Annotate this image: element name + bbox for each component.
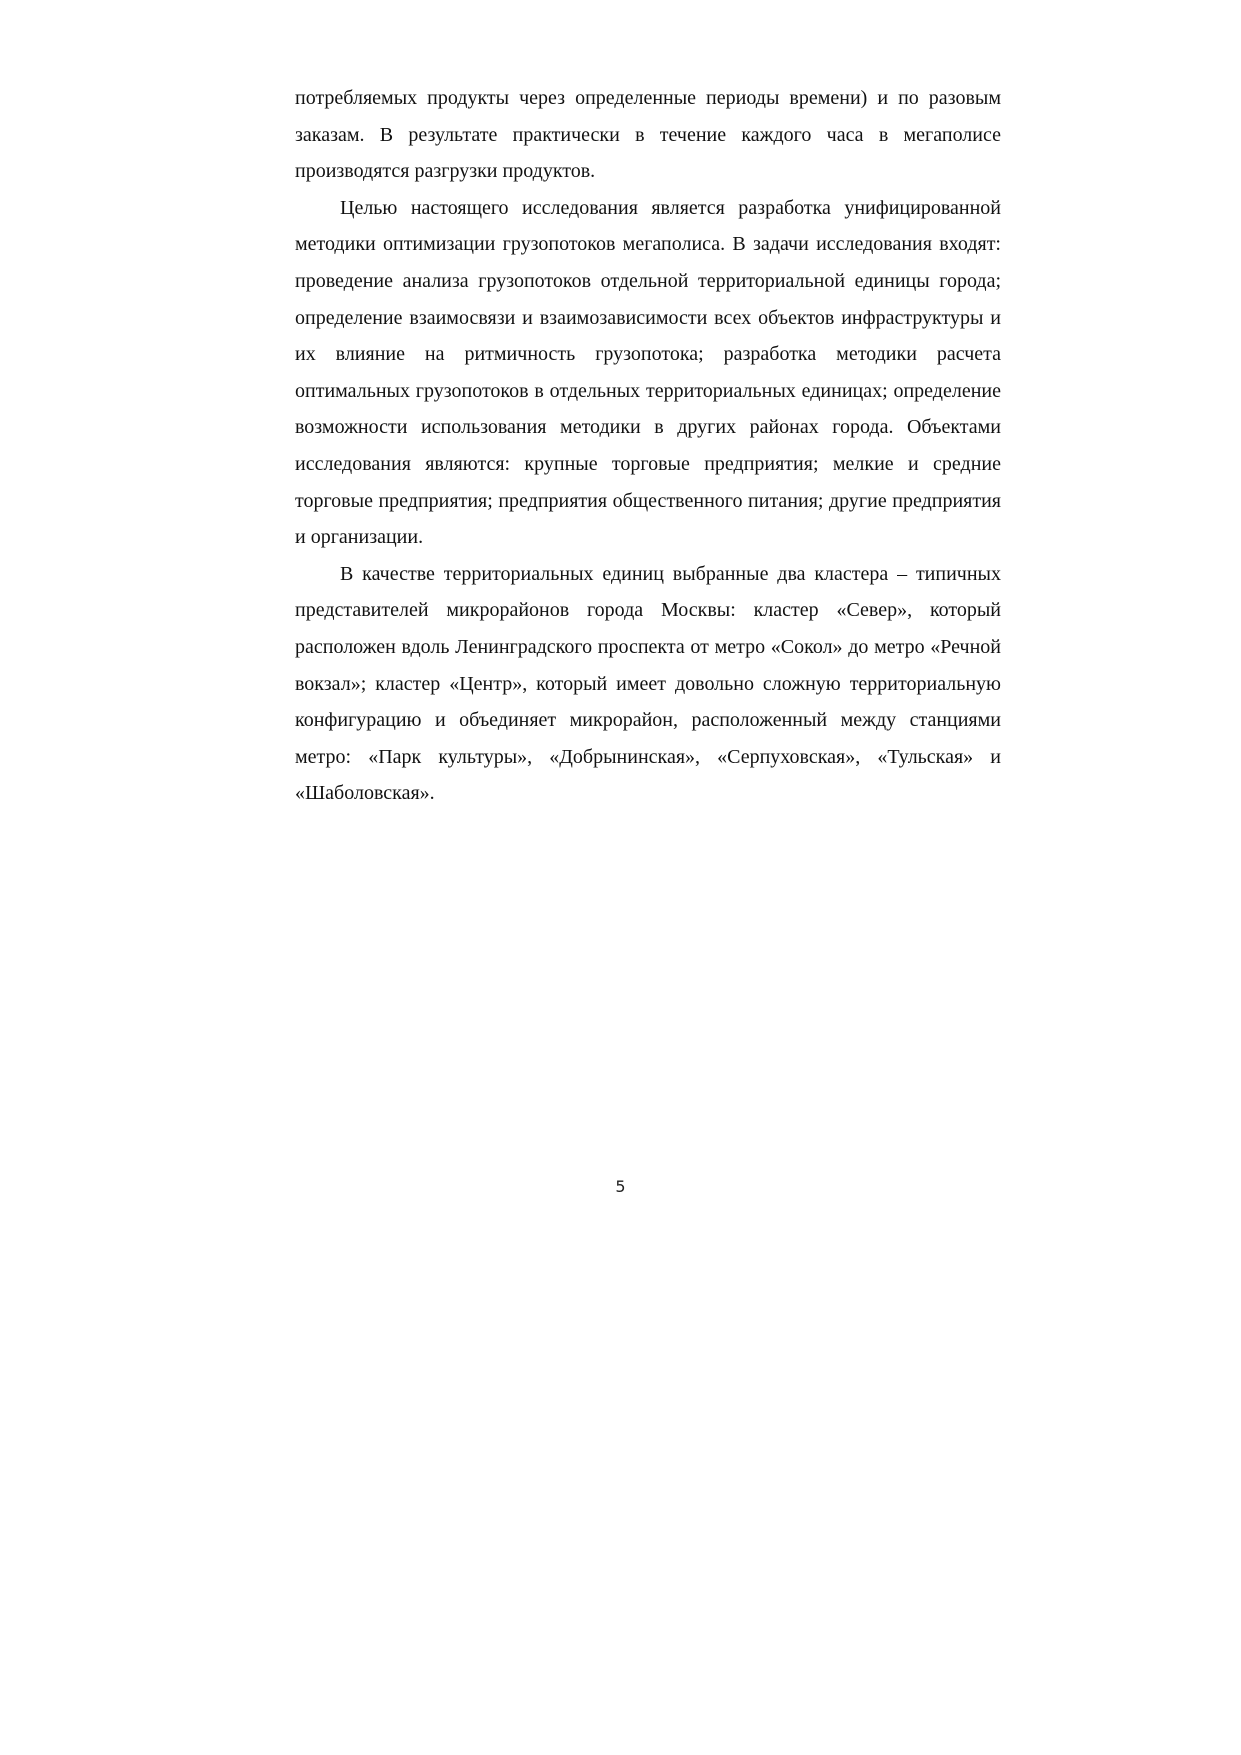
page-number: 5 <box>615 1177 626 1196</box>
paragraph-1: потребляемых продукты через определенные периоды времени) и по разовым заказам. В результате практически в течение каждого часа в мегаполисе производятся разгрузки продуктов. <box>295 87 1001 183</box>
paragraph-2: Целью настоящего исследования является разработка унифицированной методики оптимизации грузопотоков мегаполиса. В задачи исследования входят: проведение анализа грузопотоков отдельной территориальной единицы города; определение взаимосвязи и взаимозависимости всех объектов инфраструктуры и их влияние на ритмичность грузопотока; разработка методики расчета оптимальных грузопотоков в отдельных территориальных единицах; определение возможности использования методики в других районах города. Объектами исследования являются: крупные торговые предприятия; мелкие и средние торговые предприятия; предприятия общественного питания; другие предприятия и организации. <box>295 196 1001 549</box>
paragraph-3: В качестве территориальных единиц выбранные два кластера – типичных представителей микрорайонов города Москвы: кластер «Север», который расположен вдоль Ленинградского проспекта от метро «Сокол» до метро «Речной вокзал»; кластер «Центр», который имеет довольно сложную территориальную конфигурацию и объединяет микрорайон, расположенный между станциями метро: «Парк культуры», «Добрынинская», «Серпуховская», «Тульская» и «Шаболовская». <box>295 562 1001 805</box>
body-text <box>295 80 1001 812</box>
